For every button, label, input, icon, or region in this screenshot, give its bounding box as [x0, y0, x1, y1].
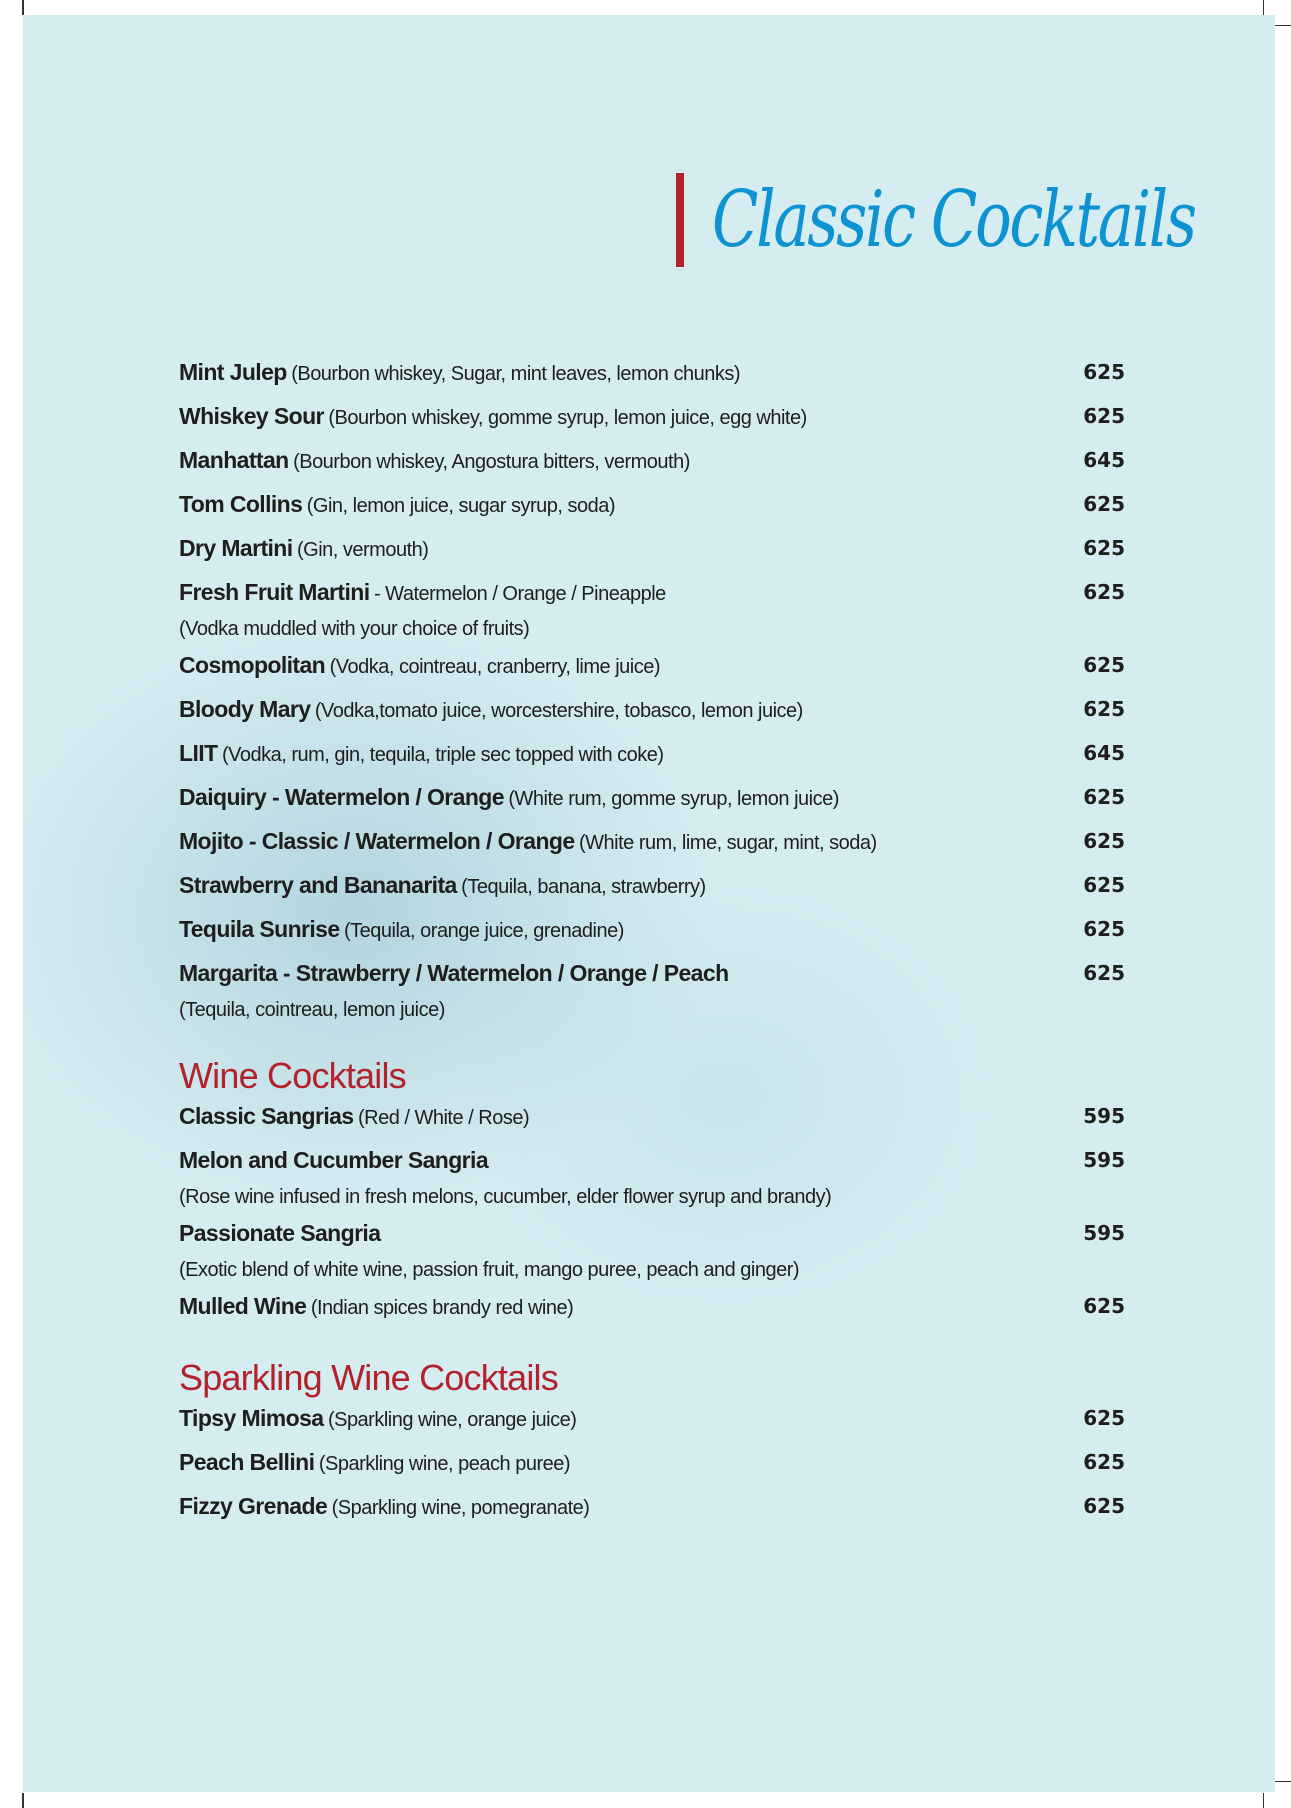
item-name: Margarita - Strawberry / Watermelon / Orange / Peach — [179, 960, 729, 986]
item-desc: (Bourbon whiskey, Angostura bitters, vermouth) — [293, 451, 690, 473]
item-name: Mulled Wine — [179, 1293, 307, 1319]
crop-mark-top-right — [1263, 0, 1264, 15]
title-accent-bar — [676, 173, 684, 267]
item-name: Manhattan — [179, 447, 289, 473]
section-heading: Sparkling Wine Cocktails — [179, 1357, 558, 1398]
item-desc: (Vodka,tomato juice, worcestershire, tobasco, lemon juice) — [314, 700, 803, 722]
item-desc: (Gin, vermouth) — [297, 539, 429, 561]
item-desc: (White rum, gomme syrup, lemon juice) — [508, 788, 839, 810]
menu-item — [179, 534, 1125, 578]
menu-item — [179, 1219, 1125, 1292]
menu-item — [179, 358, 1125, 402]
item-price: 645 — [1083, 741, 1125, 765]
section-sparkling-wine-cocktails — [179, 1356, 1125, 1536]
item-desc: (Bourbon whiskey, gomme syrup, lemon juice, egg white) — [328, 407, 807, 429]
menu-item — [179, 1102, 1125, 1146]
item-name: Tipsy Mimosa — [179, 1405, 324, 1431]
item-name: Peach Bellini — [179, 1449, 315, 1475]
item-name: Daiquiry - Watermelon / Orange — [179, 784, 504, 810]
menu-list — [179, 358, 1125, 1536]
item-price: 625 — [1083, 1406, 1125, 1430]
item-price: 625 — [1083, 697, 1125, 721]
page-title: Classic Cocktails — [712, 175, 1195, 265]
menu-item — [179, 1492, 1125, 1536]
item-desc: (Tequila, banana, strawberry) — [461, 876, 706, 898]
item-price: 595 — [1083, 1104, 1125, 1128]
item-name: Fresh Fruit Martini — [179, 579, 370, 605]
item-name: Melon and Cucumber Sangria — [179, 1147, 489, 1173]
item-desc: (Indian spices brandy red wine) — [310, 1297, 574, 1319]
item-desc: (Sparkling wine, pomegranate) — [331, 1497, 590, 1519]
item-name: Passionate Sangria — [179, 1220, 381, 1246]
item-price: 625 — [1083, 404, 1125, 428]
item-subline: (Tequila, cointreau, lemon juice) — [179, 999, 445, 1021]
item-desc: - Watermelon / Orange / Pineapple — [373, 583, 666, 605]
section-wine-cocktails — [179, 1054, 1125, 1336]
item-name: LIIT — [179, 740, 218, 766]
item-name: Whiskey Sour — [179, 403, 324, 429]
item-subline: (Exotic blend of white wine, passion fruit, mango puree, peach and ginger) — [179, 1259, 800, 1281]
item-price: 625 — [1083, 917, 1125, 941]
section-heading: Wine Cocktails — [179, 1055, 406, 1096]
item-subline: (Rose wine infused in fresh melons, cucumber, elder flower syrup and brandy) — [179, 1186, 832, 1208]
menu-item — [179, 695, 1125, 739]
item-name: Cosmopolitan — [179, 652, 326, 678]
item-name: Mint Julep — [179, 359, 287, 385]
item-name: Tequila Sunrise — [179, 916, 340, 942]
item-name: Mojito - Classic / Watermelon / Orange — [179, 828, 575, 854]
item-name: Bloody Mary — [179, 696, 311, 722]
item-price: 625 — [1083, 360, 1125, 384]
item-desc: (Sparkling wine, peach puree) — [318, 1453, 571, 1475]
menu-item — [179, 1404, 1125, 1448]
item-price: 625 — [1083, 1450, 1125, 1474]
crop-mark-bottom-right — [1263, 1793, 1264, 1808]
item-desc: (Sparkling wine, orange juice) — [327, 1409, 577, 1431]
menu-item — [179, 1292, 1125, 1336]
item-desc: (Gin, lemon juice, sugar syrup, soda) — [306, 495, 616, 517]
section-classic-cocktails — [179, 358, 1125, 1032]
crop-mark-bottom-left — [22, 1793, 24, 1808]
menu-item — [179, 1448, 1125, 1492]
item-price: 625 — [1083, 1494, 1125, 1518]
menu-item — [179, 739, 1125, 783]
item-desc: (Bourbon whiskey, Sugar, mint leaves, lemon chunks) — [291, 363, 740, 385]
menu-item — [179, 651, 1125, 695]
item-name: Tom Collins — [179, 491, 303, 517]
item-name: Strawberry and Bananarita — [179, 872, 457, 898]
item-price: 625 — [1083, 785, 1125, 809]
item-desc: (Tequila, orange juice, grenadine) — [344, 920, 624, 942]
menu-item — [179, 402, 1125, 446]
menu-item — [179, 578, 1125, 651]
menu-item — [179, 783, 1125, 827]
menu-item — [179, 871, 1125, 915]
item-price: 645 — [1083, 448, 1125, 472]
item-desc: (White rum, lime, sugar, mint, soda) — [579, 832, 877, 854]
item-price: 625 — [1083, 492, 1125, 516]
item-price: 595 — [1083, 1148, 1125, 1172]
item-price: 625 — [1083, 873, 1125, 897]
menu-item — [179, 446, 1125, 490]
item-price: 625 — [1083, 829, 1125, 853]
item-price: 625 — [1083, 536, 1125, 560]
item-name: Fizzy Grenade — [179, 1493, 328, 1519]
page-title-block — [676, 160, 1291, 280]
item-price: 595 — [1083, 1221, 1125, 1245]
menu-item — [179, 959, 1125, 1032]
menu-item — [179, 827, 1125, 871]
item-price: 625 — [1083, 961, 1125, 985]
item-desc: (Vodka, cointreau, cranberry, lime juice) — [329, 656, 660, 678]
item-price: 625 — [1083, 653, 1125, 677]
menu-item — [179, 1146, 1125, 1219]
menu-item — [179, 490, 1125, 534]
item-desc: (Red / White / Rose) — [357, 1107, 530, 1129]
item-price: 625 — [1083, 580, 1125, 604]
crop-mark-right-top — [1274, 25, 1291, 26]
item-price: 625 — [1083, 1294, 1125, 1318]
item-name: Dry Martini — [179, 535, 293, 561]
item-name: Classic Sangrias — [179, 1103, 354, 1129]
item-subline: (Vodka muddled with your choice of fruits) — [179, 618, 530, 640]
crop-mark-right-bottom — [1274, 1781, 1291, 1782]
menu-item — [179, 915, 1125, 959]
crop-mark-top-left — [22, 0, 24, 15]
item-desc: (Vodka, rum, gin, tequila, triple sec topped with coke) — [221, 744, 664, 766]
